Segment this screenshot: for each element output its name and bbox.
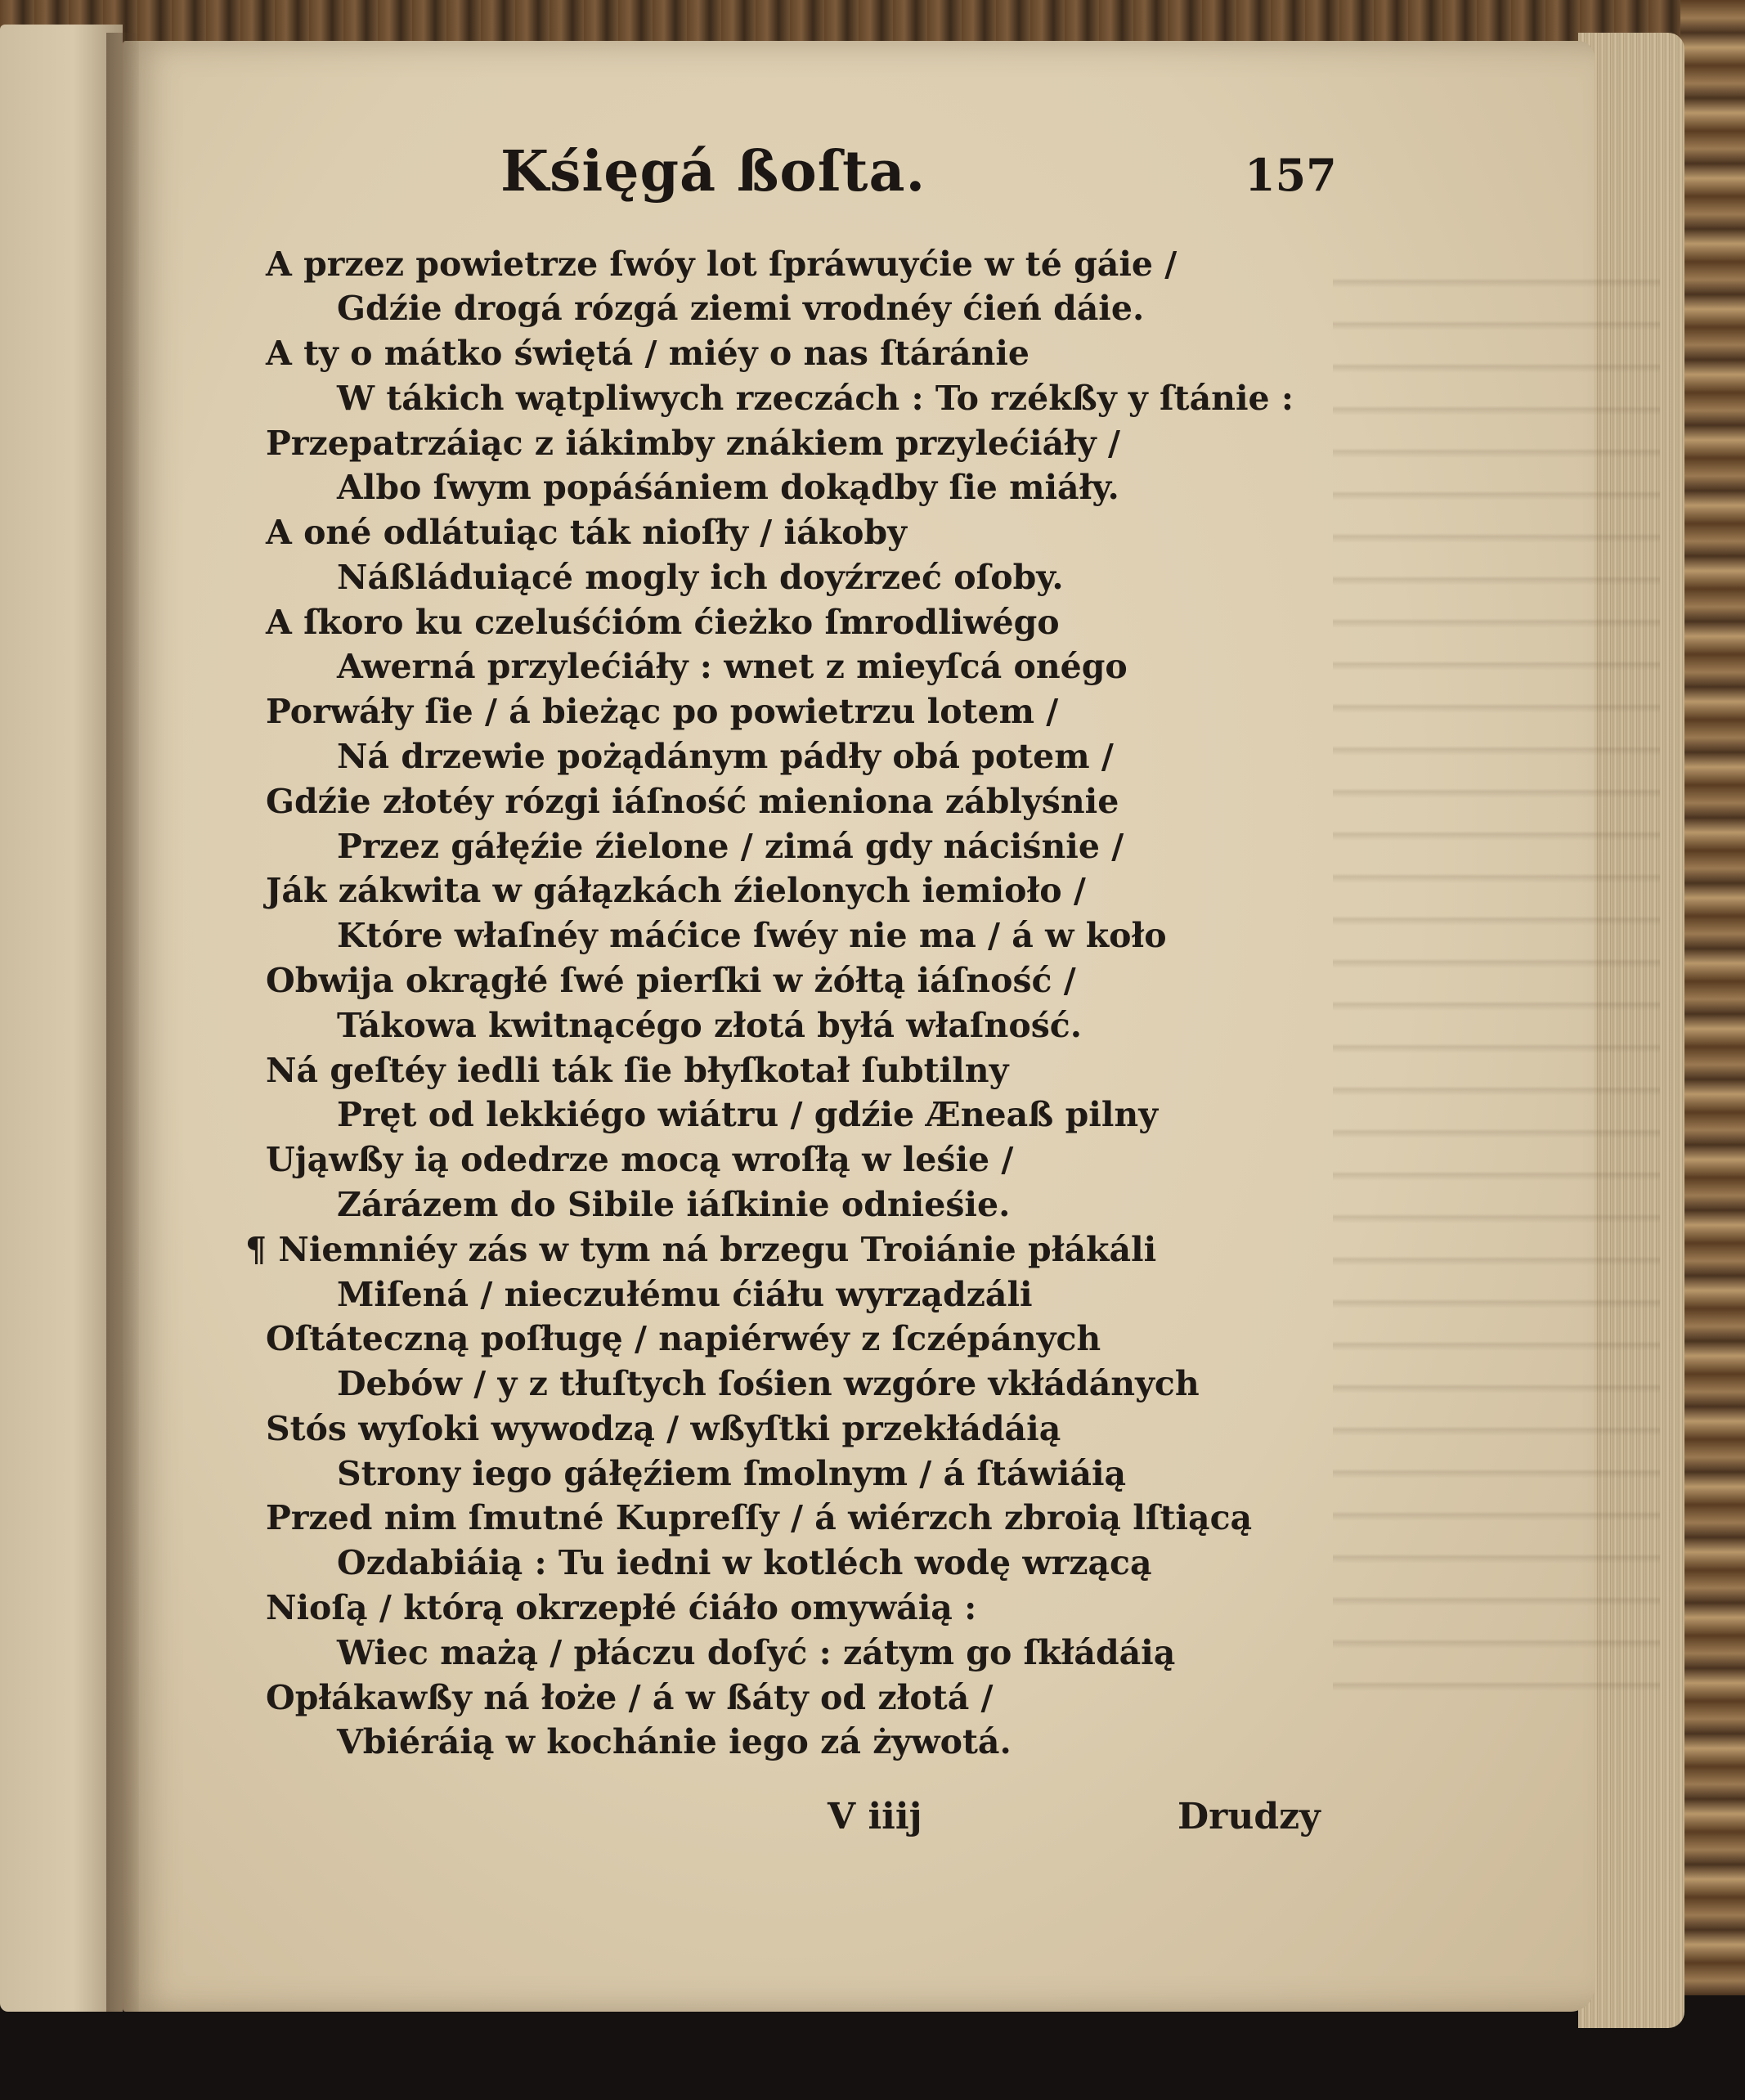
verse-line: Stós wyſoki wywodzą / wßyſtki przekłádáią: [266, 1409, 1061, 1448]
verse-line: Albo ſwym popáśániem dokądby ſie miáły.: [337, 468, 1119, 507]
verse-line: Pręt od lekkiégo wiátru / gdźie Æneaß pilny: [337, 1095, 1159, 1134]
page-header: [500, 139, 1337, 221]
verse-line: Gdźie drogá rózgá ziemi vrodnéy ćień dáie.: [337, 289, 1145, 328]
verse-line: Ják zákwita w gáłązkách źielonych iemioło /: [266, 871, 1086, 910]
verse-line: Strony iego gáłęźiem ſmolnym / á ſtáwiáią: [337, 1454, 1127, 1493]
verse-line: Miſená / nieczułému ćiáłu wyrządzáli: [337, 1275, 1033, 1314]
verse-line: Wiec mażą / płáczu doſyć : zátym go ſkłádáią: [337, 1633, 1176, 1672]
gutter-shadow: [106, 33, 139, 2012]
verse-line: Náßláduiącé mogly ich doyźrzeć oſoby.: [337, 558, 1064, 597]
catchword: Drudzy: [1178, 1796, 1321, 1838]
verse-line: Ująwßy ią odedrze mocą wroſłą w leśie /: [266, 1140, 1014, 1179]
show-through: [1333, 245, 1660, 1717]
verse-line: A ty o mátko świętá / miéy o nas ſtáránie: [266, 334, 1030, 373]
verse-line: Oſtáteczną poſługę / napiérwéy z ſczépánych: [266, 1319, 1101, 1358]
verse-line: Ozdabiáią : Tu iedni w kotléch wodę wrzącą: [337, 1543, 1152, 1582]
verse-line: Przez gáłęźie źielone / zimá gdy náciśnie /: [337, 827, 1124, 866]
verse-line: Tákowa kwitnącégo złotá byłá właſność.: [337, 1006, 1083, 1045]
verse-line: Obwija okrągłé ſwé pierſki w żółtą iáſność /: [266, 961, 1076, 1000]
verse-line: Gdźie złotéy rózgi iáſność mieniona záblyśnie: [266, 782, 1119, 821]
verse-line: Przepatrzáiąc z iákimby znákiem przylećiáły /: [266, 424, 1120, 463]
verse-line: Awerná przylećiáły : wnet z mieyſcá onégo: [337, 647, 1128, 686]
verse-line: Vbiéráią w kochánie iego zá żywotá.: [337, 1722, 1012, 1761]
verse-line: Które właſnéy máćice ſwéy nie ma / á w koło: [337, 916, 1167, 955]
verse-line: A oné odlátuiąc ták nioſły / iákoby: [266, 513, 907, 552]
verse-line: Ná geſtéy iedli ták ſie błyſkotał ſubtilny: [266, 1051, 1009, 1090]
verse-line: Porwáły ſie / á bieżąc po powietrzu lotem /: [266, 692, 1059, 731]
running-title: Kśięgá ßoſta.: [500, 139, 926, 204]
verso-page-edge: [0, 25, 123, 2012]
verse-line: A przez powietrze ſwóy lot ſpráwuyćie w té gáie /: [266, 245, 1178, 284]
signature-mark: V iiij: [828, 1796, 922, 1838]
verse-line: Opłákawßy ná łoże / á w ßáty od złotá /: [266, 1678, 994, 1717]
marbled-board: [1680, 0, 1745, 2100]
page-number: 157: [1245, 149, 1337, 201]
verse-line: Przed nim ſmutné Kupreſſy / á wiérzch zbroią lſtiącą: [266, 1498, 1253, 1537]
verse-line: W tákich wątpliwych rzeczách : To rzékßy y ſtánie :: [337, 379, 1294, 418]
verse-line: Nioſą / którą okrzepłé ćiáło omywáią :: [266, 1588, 977, 1627]
verse-line: Ná drzewie pożądánym pádły obá potem /: [337, 737, 1114, 776]
verse-line: ¶ Niemniéy zás w tym ná brzegu Troiánie płákáli: [245, 1230, 1157, 1269]
verse-line: Debów / y z tłuſtych ſośien wzgóre vkłádánych: [337, 1364, 1200, 1403]
verse-line: A ſkoro ku czeluśćióm ćieżko ſmrodliwégo: [266, 603, 1060, 642]
verse-line: Zárázem do Sibile iáſkinie odnieśie.: [337, 1185, 1011, 1224]
